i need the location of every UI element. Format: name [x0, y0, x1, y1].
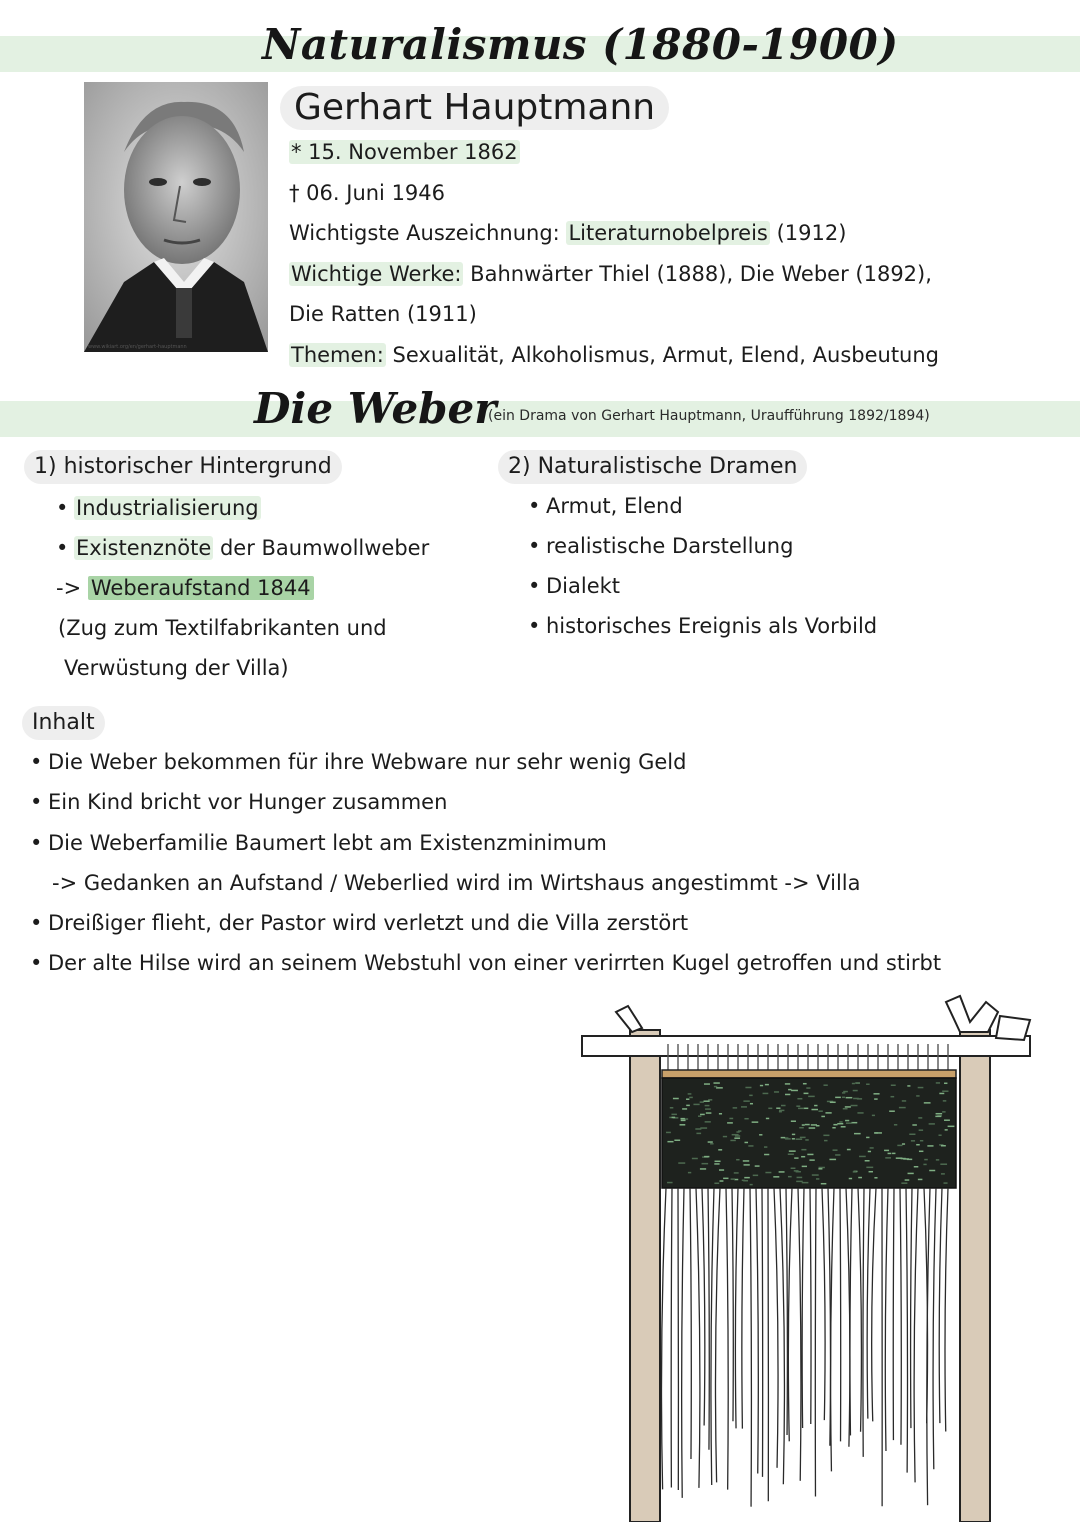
birth-date — [289, 132, 939, 173]
bullet-icon: • — [528, 534, 541, 558]
award-year: (1912) — [776, 221, 847, 245]
bullet-icon: • — [56, 496, 69, 520]
list-item — [30, 903, 941, 943]
list-item-text: Die Weber bekommen für ihre Webware nur sehr wenig Geld — [48, 750, 687, 774]
arrow-icon: -> — [56, 576, 82, 600]
list-item — [56, 568, 429, 608]
list-item-highlight: Weberaufstand 1844 — [88, 576, 314, 600]
dramas-list — [528, 486, 877, 646]
list-item — [30, 943, 941, 983]
bullet-icon: • — [528, 494, 541, 518]
works-value: Bahnwärter Thiel (1888), Die Weber (1892), — [470, 261, 932, 286]
list-item-text: Ein Kind bricht vor Hunger zusammen — [48, 790, 448, 815]
loom-fabric — [662, 1078, 956, 1188]
inhalt-list — [30, 742, 941, 984]
bullet-icon: • — [30, 830, 43, 855]
list-item-continuation: -> Gedanken an Aufstand / Weberlied wird im Wirtshaus angestimmt -> Villa — [52, 870, 861, 895]
works-label: Wichtige Werke: — [291, 261, 462, 286]
list-item-text: Die Weberfamilie Baumert lebt am Existenzminimum — [48, 830, 607, 855]
list-item-text: Dreißiger flieht, der Pastor wird verletzt und die Villa zerstört — [48, 911, 689, 936]
dramas-heading: 2) Naturalistische Dramen — [498, 450, 807, 484]
bullet-icon: • — [528, 614, 541, 638]
list-item-text: Der alte Hilse wird an seinem Webstuhl von einer verirrten Kugel getroffen und stirbt — [48, 951, 942, 976]
list-item — [30, 823, 941, 863]
portrait-photo — [84, 82, 268, 352]
list-item-text: Industrialisierung — [76, 496, 259, 520]
loom-illustration — [576, 992, 1040, 1526]
inhalt-heading: Inhalt — [22, 706, 105, 740]
list-item-highlight: Existenznöte — [76, 536, 212, 560]
list-item — [30, 742, 941, 782]
list-item-text: Armut, Elend — [546, 494, 683, 518]
loom-post-right — [960, 1030, 990, 1522]
list-item-text: historisches Ereignis als Vorbild — [546, 614, 878, 638]
drama-subtitle: (ein Drama von Gerhart Hauptmann, Uraufführung 1892/1894) — [488, 408, 930, 424]
page-title: Naturalismus (1880-1900) — [262, 20, 899, 69]
author-bio — [289, 132, 939, 375]
photo-caption: www.wikiart.org/en/gerhart-hauptmann — [88, 344, 187, 350]
author-name: Gerhart Hauptmann — [280, 86, 669, 130]
themes-line — [289, 335, 939, 376]
bullet-icon: • — [30, 951, 43, 976]
historical-heading: 1) historischer Hintergrund — [24, 450, 342, 484]
award-line — [289, 213, 939, 254]
list-item-text: realistische Darstellung — [546, 534, 794, 558]
note-line: Verwüstung der Villa) — [64, 656, 289, 680]
loom-top-beam — [582, 1036, 1030, 1056]
list-item — [528, 486, 877, 526]
death-date: † 06. Juni 1946 — [289, 180, 446, 205]
list-item — [528, 526, 877, 566]
birth-date-text: * 15. November 1862 — [291, 140, 518, 164]
bullet-icon: • — [30, 790, 43, 815]
award-label: Wichtigste Auszeichnung: — [289, 221, 560, 245]
list-item — [56, 488, 429, 528]
bullet-icon: • — [528, 574, 541, 598]
note-line: (Zug zum Textilfabrikanten und — [58, 616, 387, 640]
loom-bar — [662, 1070, 956, 1078]
list-item-text: Dialekt — [546, 574, 621, 598]
themes-value: Sexualität, Alkoholismus, Armut, Elend, Ausbeutung — [392, 342, 939, 367]
bullet-icon: • — [56, 536, 69, 560]
bullet-icon: • — [30, 911, 43, 936]
historical-list — [56, 488, 429, 688]
themes-label: Themen: — [291, 342, 384, 367]
works-line-2: Die Ratten (1911) — [289, 302, 477, 326]
bullet-icon: • — [30, 750, 43, 774]
loom-post-left — [630, 1030, 660, 1522]
list-item — [30, 782, 941, 822]
list-item-text: der Baumwollweber — [219, 536, 430, 560]
drama-title: Die Weber — [254, 384, 497, 433]
list-item — [56, 528, 429, 568]
award-value: Literaturnobelpreis — [568, 221, 768, 245]
list-item — [528, 566, 877, 606]
list-item — [528, 606, 877, 646]
works-line — [289, 254, 939, 295]
